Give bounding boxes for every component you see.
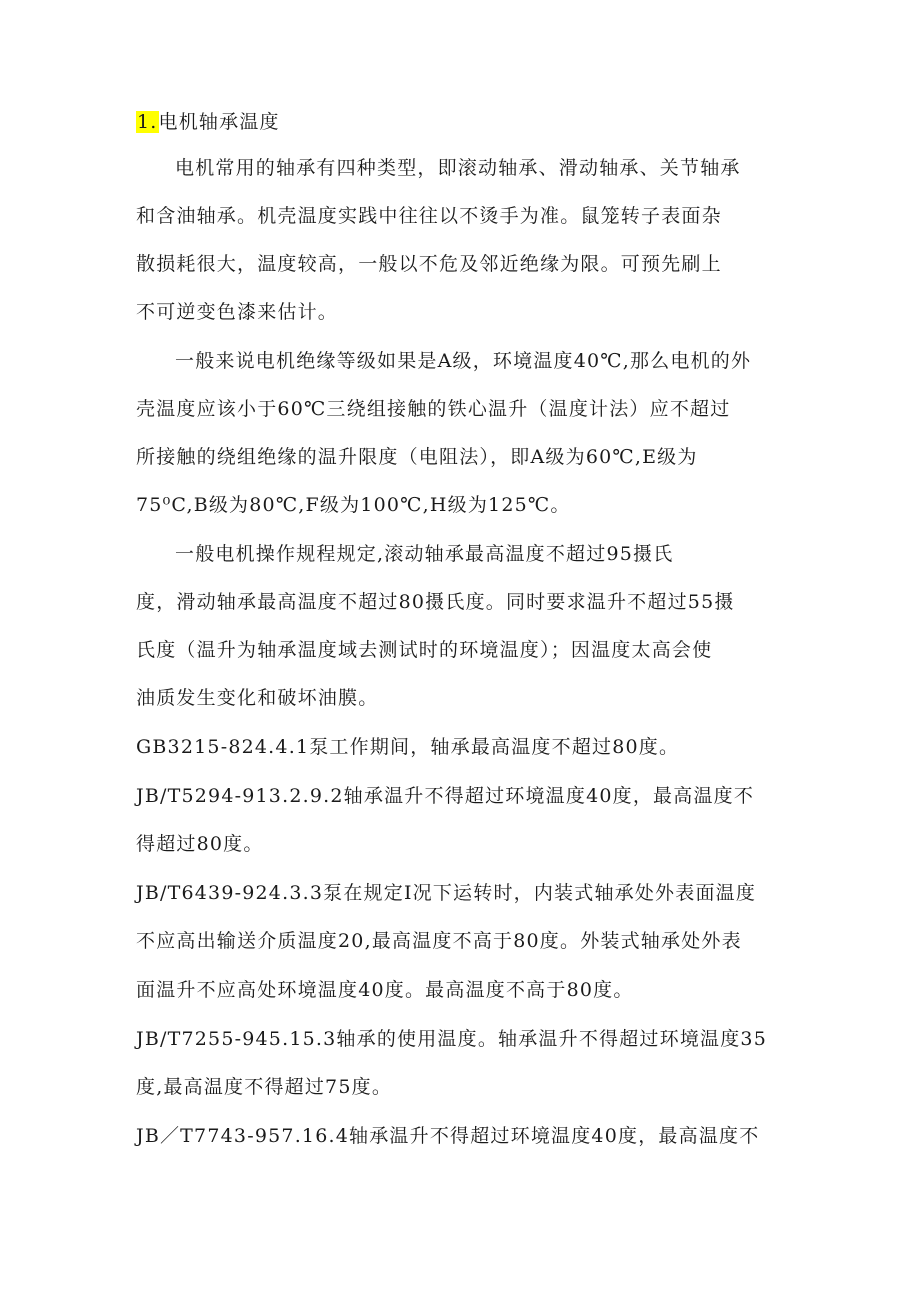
heading-title: 电机轴承温度: [158, 111, 280, 133]
standard-jb7743-line-1: JB／T7743-957.16.4轴承温升不得超过环境温度40度，最高温度不: [136, 1125, 760, 1147]
standard-jb5294-line-1: JB/T5294-913.2.9.2轴承温升不得超过环境温度40度，最高温度不: [136, 785, 755, 807]
paragraph-2-line-2: 壳温度应该小于60℃三绕组接触的铁心温升（温度计法）应不超过: [136, 398, 731, 420]
paragraph-3-line-4: 油质发生变化和破坏油膜。: [136, 687, 379, 709]
paragraph-3-line-1: 一般电机操作规程规定,滚动轴承最高温度不超过95摄氏: [175, 543, 674, 565]
standard-gb3215: GB3215-824.4.1泵工作期间，轴承最高温度不超过80度。: [136, 736, 680, 758]
paragraph-1-line-4: 不可逆变色漆来估计。: [136, 301, 339, 323]
section-heading: [136, 109, 280, 135]
paragraph-1-line-3: 散损耗很大，温度较高，一般以不危及邻近绝缘为限。可预先刷上: [136, 253, 722, 275]
paragraph-2-line-4: 75⁰C,B级为80℃,F级为100℃,H级为125℃。: [136, 494, 571, 516]
paragraph-3-line-2: 度，滑动轴承最高温度不超过80摄氏度。同时要求温升不超过55摄: [136, 591, 735, 613]
paragraph-3-line-3: 氏度（温升为轴承温度域去测试时的环境温度）；因温度太高会使: [136, 639, 713, 661]
standard-jb7255-line-2: 度,最高温度不得超过75度。: [136, 1076, 393, 1098]
standard-jb6439-line-3: 面温升不应高处环境温度40度。最高温度不高于80度。: [136, 979, 634, 1001]
paragraph-2-line-1: 一般来说电机绝缘等级如果是A级，环境温度40℃,那么电机的外: [175, 350, 752, 372]
standard-jb6439-line-2: 不应高出输送介质温度20,最高温度不高于80度。外装式轴承处外表: [136, 930, 742, 952]
paragraph-1-line-1: 电机常用的轴承有四种类型，即滚动轴承、滑动轴承、关节轴承: [175, 157, 741, 179]
paragraph-1-line-2: 和含油轴承。机壳温度实践中往往以不烫手为准。鼠笼转子表面杂: [136, 205, 722, 227]
heading-number: 1.: [137, 111, 158, 133]
standard-jb6439-line-1: JB/T6439-924.3.3泵在规定I况下运转时，内装式轴承处外表面温度: [136, 882, 757, 904]
standard-jb5294-line-2: 得超过80度。: [136, 833, 264, 855]
standard-jb7255-line-1: JB/T7255-945.15.3轴承的使用温度。轴承温升不得超过环境温度35: [136, 1028, 768, 1050]
paragraph-2-line-3: 所接触的绕组绝缘的温升限度（电阻法），即A级为60℃,E级为: [136, 446, 698, 468]
